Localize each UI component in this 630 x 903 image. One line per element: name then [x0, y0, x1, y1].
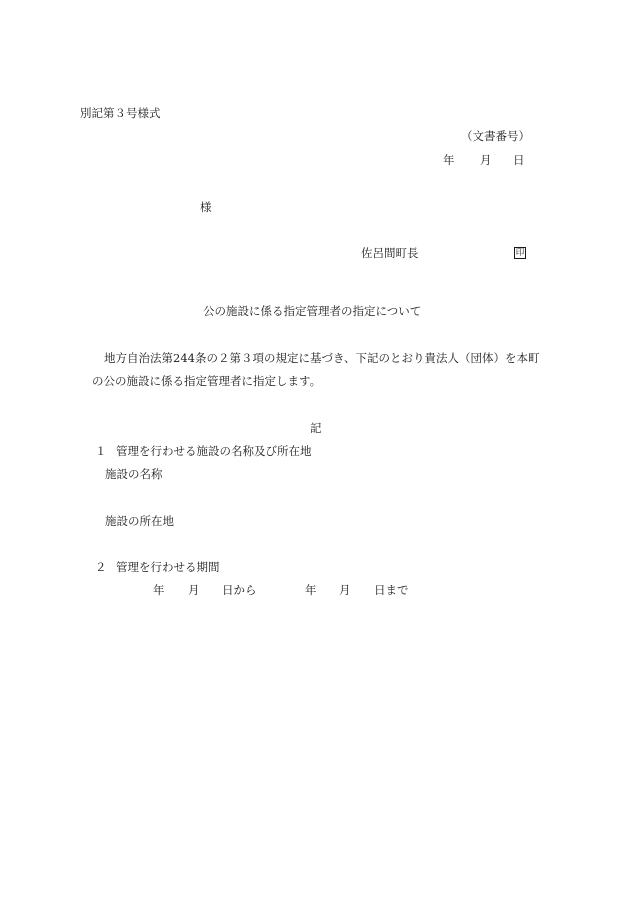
seal-mark: 印 [515, 248, 525, 258]
section-1-heading: 管理を行わせる施設の名称及び所在地 [116, 444, 312, 458]
section-1-number: １ [95, 444, 107, 458]
ki-heading: 記 [310, 421, 322, 435]
document-number: （文書番号） [461, 129, 530, 143]
issue-date-day: 日 [513, 153, 525, 167]
body-line-2: の公の施設に係る指定管理者に指定します。 [92, 374, 322, 388]
section-2-heading: 管理を行わせる期間 [116, 560, 220, 574]
addressee-suffix: 様 [200, 200, 212, 214]
form-label: 別記第３号様式 [80, 106, 161, 120]
facility-address-label: 施設の所在地 [105, 514, 174, 528]
body-line-1: 地方自治法第244条の２第３項の規定に基づき、下記のとおり貴法人（団体）を本町 [104, 351, 540, 365]
period-end-year: 年 [305, 583, 317, 597]
period-start-day: 日から [222, 583, 257, 597]
facility-name-label: 施設の名称 [105, 467, 163, 481]
issue-date-year: 年 [443, 153, 455, 167]
sender-name: 佐呂間町長 [361, 246, 419, 260]
section-2-number: ２ [95, 560, 107, 574]
period-end-month: 月 [339, 583, 351, 597]
issue-date-month: 月 [480, 153, 492, 167]
document-title: 公の施設に係る指定管理者の指定について [203, 304, 422, 318]
period-start-month: 月 [188, 583, 200, 597]
period-start-year: 年 [153, 583, 165, 597]
period-end-day: 日まで [374, 583, 409, 597]
